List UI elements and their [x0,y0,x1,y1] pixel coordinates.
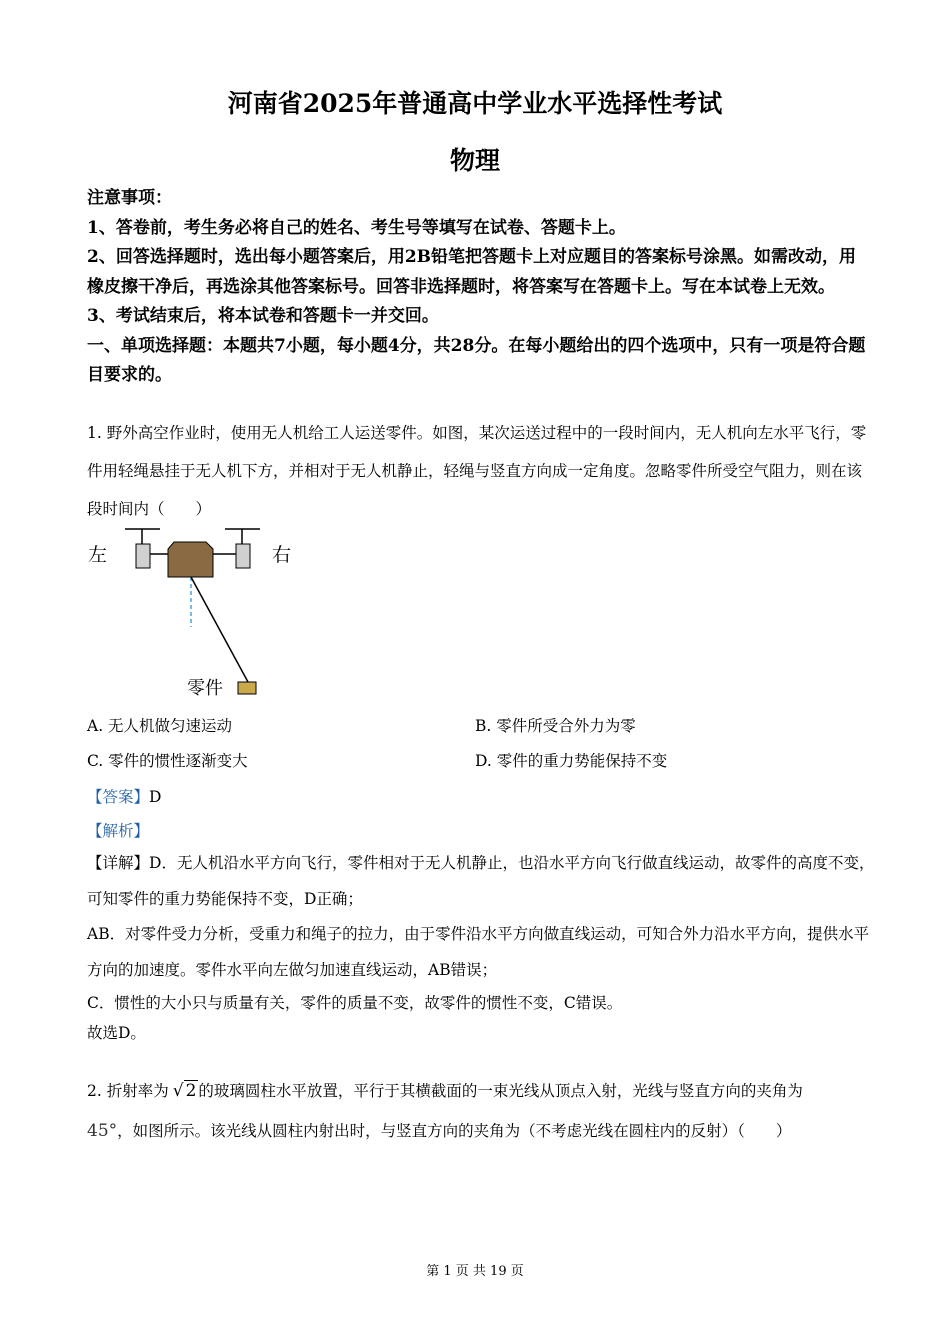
question-2-stem: 2. 折射率为 √ 2 的玻璃圆柱水平放置，平行于其横截面的一束光线从顶点入射，光线与竖直方向的夹角为 45°，如图所示。该光线从圆柱内射出时，与竖直方向的夹角为（不考虑光线在圆柱内的反射）（ ） [87,1072,877,1150]
option-c: C. 零件的惯性逐渐变大 [87,752,248,770]
angle-value: 45° [87,1121,118,1141]
detail-label: 【详解】 [87,854,150,872]
notes-heading: 注意事项： [87,188,172,208]
option-d: D. 零件的重力势能保持不变 [475,752,668,770]
option-a: A. 无人机做匀速运动 [87,717,233,735]
exam-title: 河南省2025年普通高中学业水平选择性考试 [227,89,723,118]
label-part: 零件 [187,678,223,699]
explanation-para: C．惯性的大小只与质量有关，零件的质量不变，故零件的惯性不变，C错误。 [87,994,623,1012]
label-right: 右 [272,544,292,566]
subject-title: 物理 [449,146,500,175]
question-1-stem: 1. 野外高空作业时，使用无人机给工人运送零件。如图，某次运送过程中的一段时间内，无人机向左水平飞行，零件用轻绳悬挂于无人机下方，并相对于无人机静止，轻绳与竖直方向成一定角度。忽略零件所受空气阻力，则在该段时间内（ ） [87,424,867,518]
page-footer: 第 1 页 共 19 页 [426,1264,524,1279]
drone-figure [80,522,280,702]
explanation-para: AB．对零件受力分析，受重力和绳子的拉力，由于零件沿水平方向做直线运动，可知合外力沿水平方向，提供水平方向的加速度。零件水平向左做匀加速直线运动，AB错误； [87,925,870,979]
exam-notes [87,184,867,391]
label-left: 左 [88,544,108,566]
option-b: B. 零件所受合外力为零 [475,717,636,735]
answer-line [87,785,161,807]
notes-item: 3、考试结束后，将本试卷和答题卡一并交回。 [87,306,439,326]
section-heading: 一、单项选择题：本题共7小题，每小题4分，共28分。在每小题给出的四个选项中，只有一项是符合题目要求的。 [87,335,866,385]
sqrt-symbol: √ 2 [172,1081,197,1101]
answer-label: 【答案】 [87,788,150,806]
analysis-label: 【解析】 [87,822,150,840]
notes-item: 1、答卷前，考生务必将自己的姓名、考生号等填写在试卷、答题卡上。 [87,217,626,238]
notes-item: 2、回答选择题时，选出每小题答案后，用2B铅笔把答题卡上对应题目的答案标号涂黑。如需改动，用橡皮擦干净后，再选涂其他答案标号。回答非选择题时，将答案写在答题卡上。写在本试卷上无效。 [87,247,857,297]
answer-value: D [149,788,162,806]
explanation-para: 故选D。 [87,1023,146,1042]
explanation-para: 【详解】D．无人机沿水平方向飞行，零件相对于无人机静止，也沿水平方向飞行做直线运动，故零件的高度不变，可知零件的重力势能保持不变，D正确； [87,854,875,908]
explanation [87,846,877,1051]
